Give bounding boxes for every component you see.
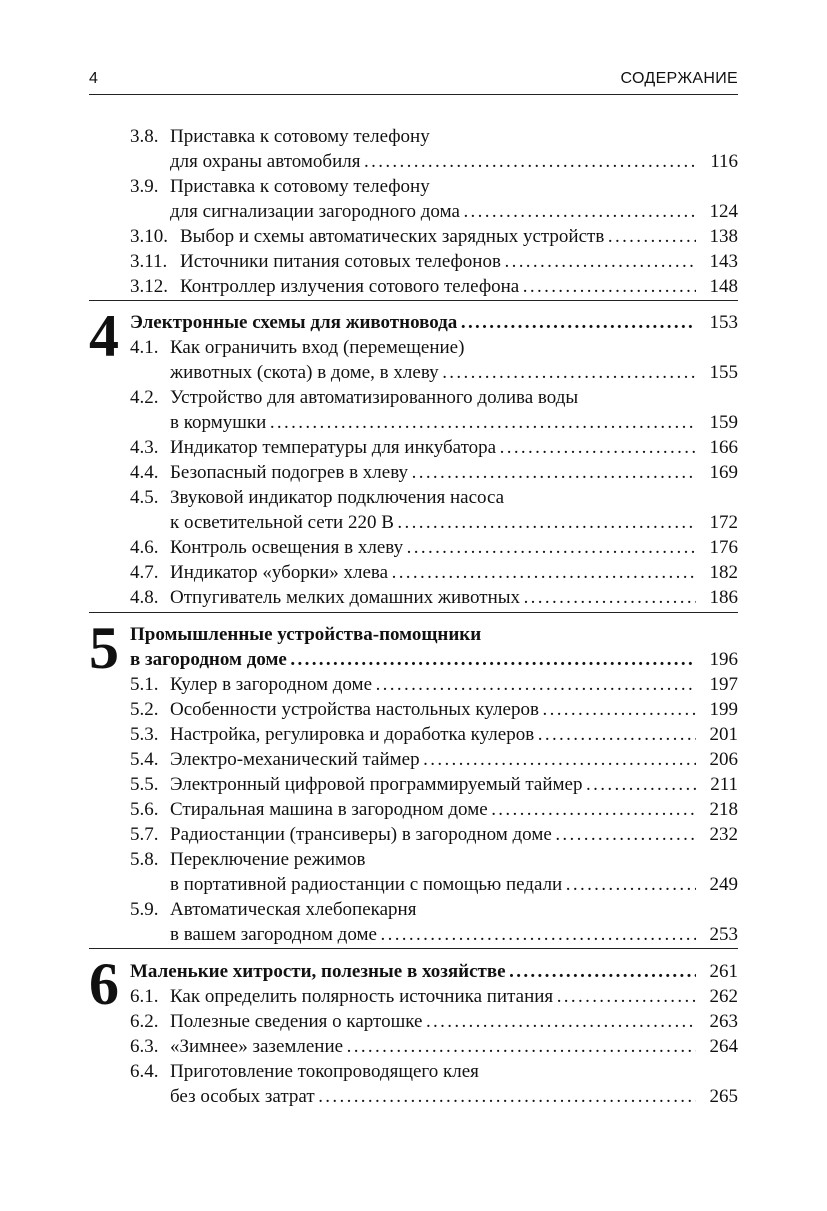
section-number: 4.5. (130, 487, 159, 508)
page-ref: 176 (709, 537, 738, 558)
section-title: Устройство для автоматизированного долива воды (170, 387, 579, 408)
chapter-title: Маленькие хитрости, полезные в хозяйстве (130, 961, 506, 982)
section-number: 3.10. (130, 226, 168, 247)
page-ref: 169 (709, 462, 738, 483)
toc-entry-6-4-line2[interactable] (170, 1084, 738, 1109)
page-ref: 124 (709, 201, 738, 222)
toc-entry-6-2[interactable] (130, 1009, 738, 1034)
toc-entry-4-7[interactable] (130, 560, 738, 585)
page-ref: 265 (709, 1086, 738, 1107)
toc-entry-3-11[interactable] (130, 249, 738, 274)
section-title: Кулер в загородном доме (170, 674, 373, 695)
page-ref: 196 (709, 649, 738, 670)
section-title-cont: в портативной радиостанции с помощью педали (170, 874, 563, 895)
page-ref: 263 (709, 1011, 738, 1032)
section-number: 5.5. (130, 774, 159, 795)
toc-entry-4-1-line1[interactable] (130, 335, 738, 360)
page-number: 4 (89, 70, 99, 87)
section-number: 5.8. (130, 849, 159, 870)
section-title: Как определить полярность источника питания (170, 986, 554, 1007)
section-title: Приставка к сотовому телефону (170, 126, 430, 147)
toc-entry-6-3[interactable] (130, 1034, 738, 1059)
section-title: «Зимнее» заземление (170, 1036, 344, 1057)
section-title: Электро-механический таймер (170, 749, 420, 770)
section-title-cont: в кормушки (170, 412, 267, 433)
section-number: 3.12. (130, 276, 168, 297)
section-number: 6.2. (130, 1011, 159, 1032)
chapter-divider (89, 300, 738, 301)
page-ref: 218 (709, 799, 738, 820)
section-title-cont: в вашем загородном доме (170, 924, 377, 945)
section-title: Индикатор «уборки» хлева (170, 562, 389, 583)
page-ref: 159 (709, 412, 738, 433)
section-number: 5.1. (130, 674, 159, 695)
chapter-number-5: 5 (89, 615, 119, 681)
section-number: 4.2. (130, 387, 159, 408)
section-title: Отпугиватель мелких домашних животных (170, 587, 521, 608)
section-title: Выбор и схемы автоматических зарядных устройств (180, 226, 605, 247)
page-ref: 211 (710, 774, 738, 795)
section-title: Приставка к сотовому телефону (170, 176, 430, 197)
toc-chapter-4[interactable] (130, 310, 738, 335)
section-number: 3.8. (130, 126, 159, 147)
toc-chapter-6[interactable] (130, 959, 738, 984)
section-number: 5.9. (130, 899, 159, 920)
page-ref: 199 (709, 699, 738, 720)
toc-entry-5-6[interactable] (130, 797, 738, 822)
toc-entry-5-2[interactable] (130, 697, 738, 722)
toc-entry-3-10[interactable] (130, 224, 738, 249)
toc-entry-4-3[interactable] (130, 435, 738, 460)
toc-entry-4-4[interactable] (130, 460, 738, 485)
running-title: СОДЕРЖАНИЕ (620, 70, 738, 87)
section-number: 6.1. (130, 986, 159, 1007)
toc-entry-5-8-line1[interactable] (130, 847, 738, 872)
toc-entry-4-8[interactable] (130, 585, 738, 610)
toc-entry-4-6[interactable] (130, 535, 738, 560)
toc-entry-5-3[interactable] (130, 722, 738, 747)
toc-entry-6-4-line1[interactable] (130, 1059, 738, 1084)
section-title-cont: животных (скота) в доме, в хлеву (170, 362, 439, 383)
section-title: Полезные сведения о картошке (170, 1011, 423, 1032)
section-number: 6.4. (130, 1061, 159, 1082)
section-number: 4.7. (130, 562, 159, 583)
toc-entry-5-9-line2[interactable] (170, 922, 738, 947)
page-ref: 249 (709, 874, 738, 895)
page-ref: 261 (709, 961, 738, 982)
toc-entry-4-5-line1[interactable] (130, 485, 738, 510)
section-title: Радиостанции (трансиверы) в загородном доме (170, 824, 552, 845)
section-title: Звуковой индикатор подключения насоса (170, 487, 505, 508)
toc-entry-5-7[interactable] (130, 822, 738, 847)
section-title: Безопасный подогрев в хлеву (170, 462, 409, 483)
section-title: Автоматическая хлебопекарня (170, 899, 417, 920)
section-title: Источники питания сотовых телефонов (180, 251, 501, 272)
toc-entry-5-9-line1[interactable] (130, 897, 738, 922)
page-ref: 182 (709, 562, 738, 583)
section-title: Стиральная машина в загородном доме (170, 799, 488, 820)
chapter-divider (89, 948, 738, 949)
chapter-number-6: 6 (89, 951, 119, 1017)
section-number: 4.3. (130, 437, 159, 458)
section-title-cont: для сигнализации загородного дома (170, 201, 460, 222)
page-ref: 116 (710, 151, 738, 172)
toc-entry-5-4[interactable] (130, 747, 738, 772)
section-number: 5.6. (130, 799, 159, 820)
chapter-number-4: 4 (89, 303, 119, 369)
section-title: Контроль освещения в хлеву (170, 537, 404, 558)
page-ref: 155 (709, 362, 738, 383)
toc-chapter-5-line1[interactable] (130, 622, 738, 647)
section-title-cont: для охраны автомобиля (170, 151, 361, 172)
chapter-title: Промышленные устройства-помощники (130, 624, 482, 645)
section-number: 6.3. (130, 1036, 159, 1057)
chapter-title-cont: в загородном доме (130, 649, 287, 670)
toc-entry-3-8-line1[interactable] (130, 124, 738, 149)
section-number: 4.8. (130, 587, 159, 608)
toc-entry-3-12[interactable] (130, 274, 738, 299)
page-ref: 138 (709, 226, 738, 247)
page-ref: 197 (709, 674, 738, 695)
page-ref: 201 (709, 724, 738, 745)
page-ref: 153 (709, 312, 738, 333)
toc-entry-4-2-line2[interactable] (170, 410, 738, 435)
section-title: Приготовление токопроводящего клея (170, 1061, 479, 1082)
page-ref: 232 (709, 824, 738, 845)
page-ref: 172 (709, 512, 738, 533)
section-title: Переключение режимов (170, 849, 366, 870)
toc-entry-5-5[interactable] (130, 772, 738, 797)
section-number: 4.4. (130, 462, 159, 483)
section-title: Электронный цифровой программируемый таймер (170, 774, 583, 795)
section-number: 4.6. (130, 537, 159, 558)
toc-entry-4-2-line1[interactable] (130, 385, 738, 410)
section-title-cont: без особых затрат (170, 1086, 315, 1107)
section-number: 4.1. (130, 337, 159, 358)
page-ref: 186 (709, 587, 738, 608)
page-ref: 206 (709, 749, 738, 770)
section-number: 5.2. (130, 699, 159, 720)
section-number: 5.4. (130, 749, 159, 770)
section-title: Особенности устройства настольных кулеров (170, 699, 539, 720)
chapter-title: Электронные схемы для животновода (130, 312, 458, 333)
section-title: Как ограничить вход (перемещение) (170, 337, 465, 358)
section-number: 5.7. (130, 824, 159, 845)
toc-chapter-5-line2[interactable] (130, 647, 738, 672)
toc-entry-5-1[interactable] (130, 672, 738, 697)
page-ref: 166 (709, 437, 738, 458)
page-ref: 253 (709, 924, 738, 945)
section-number: 5.3. (130, 724, 159, 745)
page-ref: 148 (709, 276, 738, 297)
page-ref: 264 (709, 1036, 738, 1057)
section-number: 3.11. (130, 251, 168, 272)
running-header (89, 66, 738, 95)
section-number: 3.9. (130, 176, 159, 197)
page-ref: 143 (709, 251, 738, 272)
section-title: Настройка, регулировка и доработка кулеров (170, 724, 535, 745)
section-title: Индикатор температуры для инкубатора (170, 437, 497, 458)
toc-entry-3-9-line1[interactable] (130, 174, 738, 199)
toc-entry-5-8-line2[interactable] (170, 872, 738, 897)
toc-entry-3-8-line2[interactable] (170, 149, 738, 174)
page-ref: 262 (709, 986, 738, 1007)
chapter-divider (89, 612, 738, 613)
toc-entry-4-5-line2[interactable] (170, 510, 738, 535)
toc-entry-3-9-line2[interactable] (170, 199, 738, 224)
toc-entry-4-1-line2[interactable] (170, 360, 738, 385)
toc-entry-6-1[interactable] (130, 984, 738, 1009)
section-title-cont: к осветительной сети 220 В (170, 512, 394, 533)
section-title: Контроллер излучения сотового телефона (180, 276, 520, 297)
